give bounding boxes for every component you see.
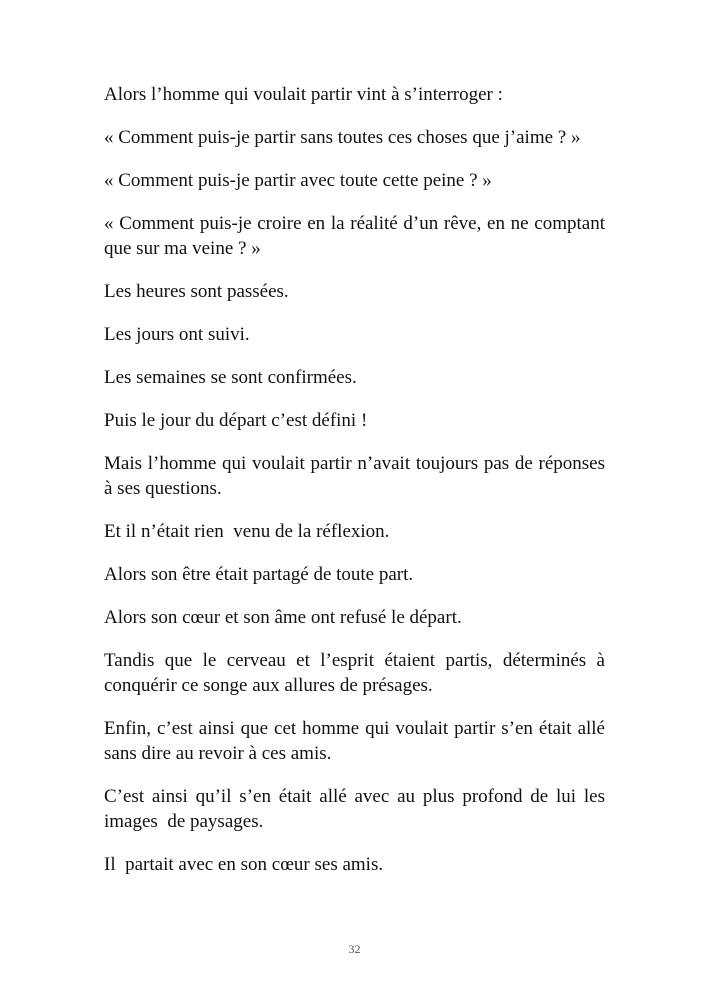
paragraph-16: Il partait avec en son cœur ses amis. <box>104 854 384 875</box>
body-text <box>104 82 610 877</box>
paragraph-8: Puis le jour du départ c’est défini ! <box>104 410 368 431</box>
paragraph-13: Tandis que le cerveau et l’esprit étaient partis, déterminés à conquérir ce songe aux allures de présages. <box>104 650 610 696</box>
paragraph-6: Les jours ont suivi. <box>104 324 250 345</box>
paragraph-10: Et il n’était rien venu de la réflexion. <box>104 521 390 542</box>
paragraph-12: Alors son cœur et son âme ont refusé le départ. <box>104 607 462 628</box>
paragraph-3: « Comment puis-je partir avec toute cette peine ? » <box>104 170 492 191</box>
paragraph-15: C’est ainsi qu’il s’en était allé avec au plus profond de lui les images de paysages. <box>104 786 610 832</box>
paragraph-4: « Comment puis-je croire en la réalité d’un rêve, en ne comptant que sur ma veine ? » <box>104 213 610 259</box>
paragraph-5: Les heures sont passées. <box>104 281 289 302</box>
paragraph-7: Les semaines se sont confirmées. <box>104 367 357 388</box>
paragraph-11: Alors son être était partagé de toute part. <box>104 564 414 585</box>
paragraph-1: Alors l’homme qui voulait partir vint à s’interroger : <box>104 84 503 105</box>
paragraph-14: Enfin, c’est ainsi que cet homme qui voulait partir s’en était allé sans dire au revoir à ces amis. <box>104 718 610 764</box>
page-number: 32 <box>348 942 361 956</box>
paragraph-9: Mais l’homme qui voulait partir n’avait toujours pas de réponses à ses questions. <box>104 453 610 499</box>
paragraph-2: « Comment puis-je partir sans toutes ces choses que j’aime ? » <box>104 127 581 148</box>
